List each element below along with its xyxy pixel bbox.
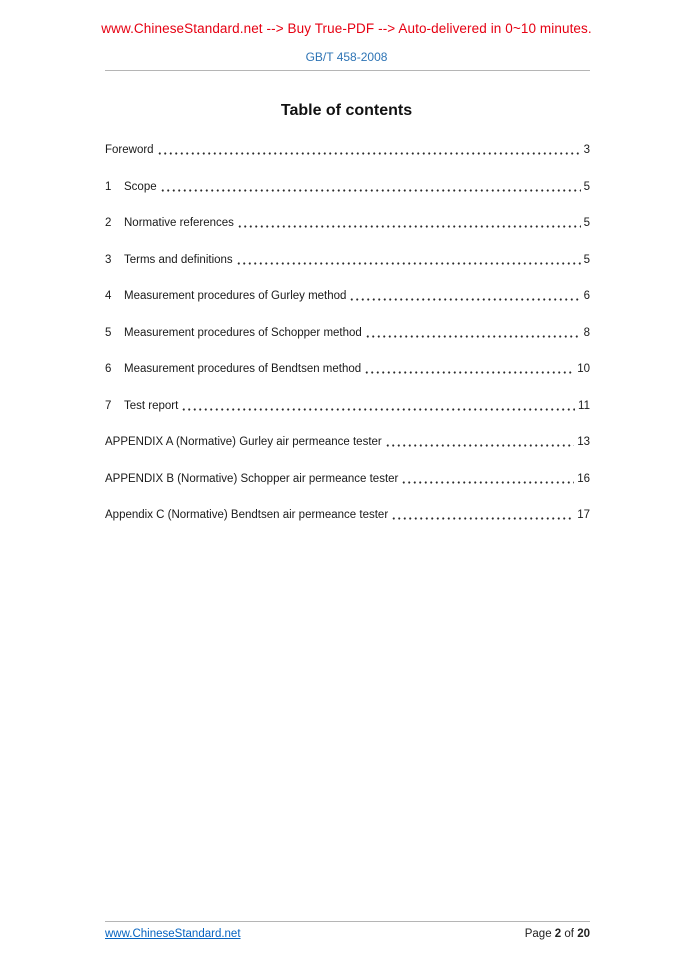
page-title: Table of contents: [280, 102, 413, 119]
footer-total-pages: 20: [577, 928, 590, 940]
toc-entry-label: APPENDIX B (Normative) Schopper air permeance tester: [105, 472, 399, 485]
toc-leader-dots: [349, 290, 580, 303]
toc-leader-dots: [236, 254, 581, 267]
toc-entry-label: APPENDIX A (Normative) Gurley air permeance tester: [105, 436, 382, 448]
toc-entry-page: 13: [577, 436, 590, 448]
toc-entry: [105, 400, 590, 413]
toc-leader-dots: [157, 144, 581, 157]
toc-entry: [105, 327, 590, 340]
toc-entry: [105, 144, 590, 157]
footer-of-word: of: [564, 928, 574, 940]
toc-entry-page: 10: [577, 363, 590, 375]
header-divider: [105, 70, 590, 71]
footer-page-word: Page: [524, 928, 552, 940]
toc-entry-page: 5: [583, 180, 590, 193]
toc-entry: [105, 217, 590, 230]
toc-entry-label: Measurement procedures of Gurley method: [124, 290, 347, 302]
footer-page-indicator: [525, 928, 590, 940]
toc-leader-dots: [365, 327, 581, 340]
toc-entry-page: 6: [583, 290, 590, 302]
toc-entry: [105, 290, 590, 303]
toc-leader-dots: [391, 509, 574, 522]
toc-entry-label: Scope: [124, 180, 157, 193]
toc-entry-page: 17: [577, 509, 590, 521]
toc-leader-dots: [237, 217, 581, 230]
toc-entry-page: 5: [583, 217, 590, 229]
toc-entry-label: Test report: [124, 399, 179, 412]
toc-entry: [105, 509, 590, 522]
toc-entry-page: 5: [583, 253, 590, 266]
footer-website-link[interactable]: www.ChineseStandard.net: [105, 928, 241, 940]
toc-entry-number: 5: [105, 326, 112, 339]
toc-entry-label: Measurement procedures of Bendtsen method: [124, 363, 362, 375]
toc-entry: [105, 181, 590, 194]
toc-entry: [105, 254, 590, 267]
toc-entry-number: 3: [105, 253, 112, 266]
toc-entry-label: Appendix C (Normative) Bendtsen air permeance tester: [105, 509, 389, 521]
toc-leader-dots: [181, 400, 575, 413]
toc-entry-page: 16: [577, 472, 590, 485]
toc-leader-dots: [160, 181, 581, 194]
toc-entry-label: Foreword: [105, 144, 154, 156]
toc-entry: [105, 473, 590, 486]
toc-entry-page: 8: [583, 326, 590, 339]
toc-entry-number: 2: [105, 217, 112, 229]
toc-leader-dots: [401, 473, 574, 486]
toc-entry: [105, 436, 590, 449]
toc-entry-page: 3: [583, 144, 590, 156]
toc-entry-number: 1: [105, 180, 112, 193]
toc-entry-number: 6: [105, 363, 112, 375]
toc-list: [105, 144, 590, 546]
toc-entry-page: 11: [578, 399, 590, 412]
toc-entry-label: Terms and definitions: [124, 253, 233, 266]
toc-entry-label: Measurement procedures of Schopper method: [124, 326, 362, 339]
toc-entry: [105, 363, 590, 376]
toc-entry-number: 7: [105, 399, 112, 412]
toc-entry-number: 4: [105, 290, 112, 302]
standard-code: GB/T 458-2008: [305, 50, 388, 64]
footer-current-page: 2: [554, 928, 562, 940]
toc-entry-label: Normative references: [124, 217, 234, 229]
toc-leader-dots: [364, 363, 574, 376]
promo-banner-text: www.ChineseStandard.net --> Buy True-PDF --> Auto-delivered in 0~10 minutes.: [101, 21, 592, 36]
footer-divider: [105, 921, 590, 922]
toc-leader-dots: [385, 436, 574, 449]
